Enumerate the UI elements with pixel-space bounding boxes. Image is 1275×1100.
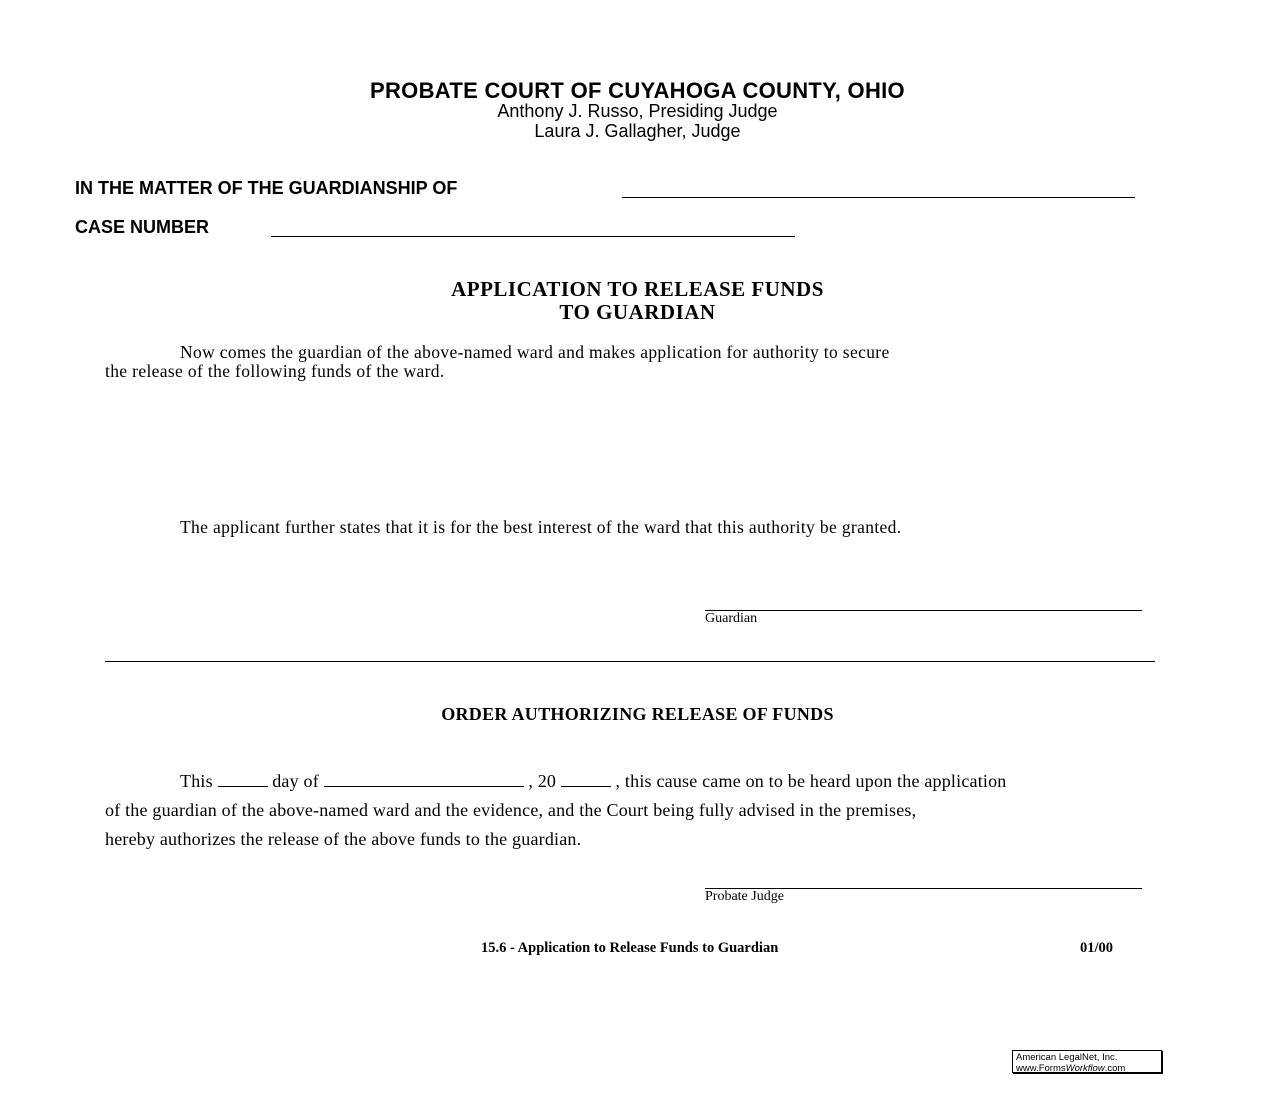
judge-name: Laura J. Gallagher, Judge [534, 121, 741, 141]
guardianship-label: IN THE MATTER OF THE GUARDIANSHIP OF [75, 178, 458, 198]
order-title: ORDER AUTHORIZING RELEASE OF FUNDS [441, 704, 834, 724]
order-paragraph-line-2: of the guardian of the above-named ward and the evidence, and the Court being fully advised in the premises, [105, 800, 917, 820]
guardian-signature-label: Guardian [705, 611, 758, 626]
case-number-field[interactable] [271, 236, 795, 237]
vendor-logo [1012, 1050, 1162, 1073]
form-revision-date: 01/00 [1080, 940, 1114, 956]
section-divider [105, 661, 1155, 662]
presiding-judge-name: Anthony J. Russo, Presiding Judge [497, 101, 778, 121]
order-this-text: This [180, 771, 213, 791]
vendor-name: American LegalNet, Inc. [1016, 1052, 1118, 1063]
probate-judge-signature-label: Probate Judge [705, 889, 784, 904]
guardian-signature-line[interactable] [705, 610, 1142, 611]
application-title-line-2: TO GUARDIAN [559, 300, 716, 324]
case-number-label: CASE NUMBER [75, 217, 210, 237]
order-day-of-text: day of [272, 771, 319, 791]
month-field[interactable] [324, 772, 524, 787]
order-paragraph-line-1 [105, 771, 1007, 792]
day-field[interactable] [218, 772, 268, 787]
form-identifier: 15.6 - Application to Release Funds to Guardian [481, 940, 779, 956]
vendor-url: www.FormsWorkflow.com [1016, 1063, 1126, 1074]
application-paragraph-line-2: the release of the following funds of the ward. [105, 361, 445, 381]
order-paragraph-line-3: hereby authorizes the release of the above funds to the guardian. [105, 829, 582, 849]
application-title-line-1: APPLICATION TO RELEASE FUNDS [451, 277, 824, 301]
best-interest-statement: The applicant further states that it is for the best interest of the ward that this authority be granted. [180, 517, 902, 537]
court-title: PROBATE COURT OF CUYAHOGA COUNTY, OHIO [370, 78, 905, 103]
guardianship-name-field[interactable] [622, 197, 1135, 198]
order-year-prefix: , 20 [528, 771, 557, 791]
application-paragraph-line-1: Now comes the guardian of the above-named ward and makes application for authority to secure [180, 342, 890, 362]
order-cause-text: , this cause came on to be heard upon the application [615, 771, 1007, 791]
year-field[interactable] [561, 772, 611, 787]
